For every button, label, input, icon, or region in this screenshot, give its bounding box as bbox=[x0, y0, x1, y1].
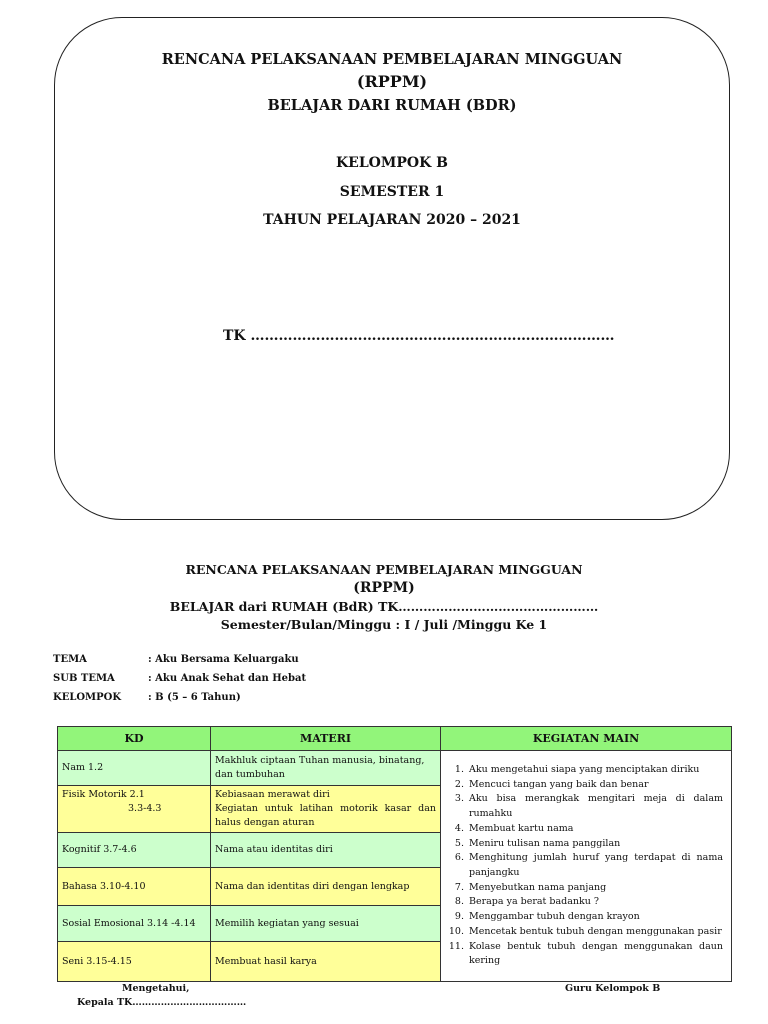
page-abbrev: (RPPM) bbox=[353, 580, 415, 596]
activity-list bbox=[447, 763, 723, 969]
header-kd: KD bbox=[58, 727, 211, 751]
list-item bbox=[447, 822, 723, 837]
item-number: 11. bbox=[448, 940, 464, 952]
header-kegiatan: KEGIATAN MAIN bbox=[441, 727, 732, 751]
item-text: Menghitung jumlah huruf yang terdapat di nama panjangku bbox=[469, 852, 723, 878]
item-number: 9. bbox=[454, 911, 464, 923]
cover-group: KELOMPOK B bbox=[336, 155, 448, 171]
materi-line: Kebiasaan merawat diri bbox=[215, 789, 330, 801]
list-item bbox=[447, 851, 723, 880]
kd-line: 3.3-4.3 bbox=[128, 802, 162, 814]
cover-semester: SEMESTER 1 bbox=[339, 184, 445, 200]
item-text: Meniru tulisan nama panggilan bbox=[469, 837, 621, 849]
meta-label: SUB TEMA bbox=[53, 673, 115, 684]
list-item bbox=[447, 925, 723, 940]
list-item bbox=[447, 895, 723, 910]
kd-cell: Sosial Emosional 3.14 -4.14 bbox=[58, 906, 211, 942]
item-text: Menggambar tubuh dengan krayon bbox=[469, 911, 640, 923]
materi-cell: Membuat hasil karya bbox=[211, 942, 441, 982]
item-number: 1. bbox=[454, 763, 464, 775]
meta-label: KELOMPOK bbox=[53, 692, 122, 703]
item-text: Mencetak bentuk tubuh dengan menggunakan pasir bbox=[469, 925, 722, 937]
item-text: Berapa ya berat badanku ? bbox=[469, 896, 599, 908]
item-number: 10. bbox=[448, 925, 464, 937]
list-item bbox=[447, 778, 723, 793]
signature-teacher: Guru Kelompok B bbox=[565, 983, 661, 994]
materi-line: Kegiatan untuk latihan motorik kasar dan halus dengan aturan bbox=[215, 803, 436, 828]
rppm-table bbox=[57, 726, 732, 982]
kd-cell bbox=[58, 786, 211, 833]
cover-year: TAHUN PELAJARAN 2020 – 2021 bbox=[263, 212, 521, 228]
kegiatan-cell bbox=[441, 751, 732, 982]
header-materi: MATERI bbox=[211, 727, 441, 751]
cover-abbrev: (RPPM) bbox=[356, 72, 428, 91]
item-text: Aku mengetahui siapa yang menciptakan diriku bbox=[469, 763, 700, 775]
page-bdr: BELAJAR dari RUMAH (BdR) TK………………………………………… bbox=[169, 599, 599, 614]
kd-line: Fisik Motorik 2.1 bbox=[62, 789, 145, 800]
item-text: Kolase bentuk tubuh dengan menggunakan daun kering bbox=[469, 940, 723, 967]
item-text: Aku bisa merangkak mengitari meja di dalam rumahku bbox=[469, 793, 723, 820]
item-number: 4. bbox=[454, 822, 464, 834]
item-text: Membuat kartu nama bbox=[469, 822, 574, 834]
materi-cell: Makhluk ciptaan Tuhan manusia, binatang, dan tumbuhan bbox=[211, 751, 441, 786]
cover-box bbox=[54, 17, 730, 520]
kd-cell: Nam 1.2 bbox=[58, 751, 211, 786]
kd-cell: Bahasa 3.10-4.10 bbox=[58, 868, 211, 906]
item-number: 7. bbox=[454, 881, 464, 893]
list-item bbox=[447, 837, 723, 852]
materi-cell bbox=[211, 786, 441, 833]
list-item bbox=[447, 792, 723, 821]
materi-cell: Nama atau identitas diri bbox=[211, 833, 441, 868]
page-period: Semester/Bulan/Minggu : I / Juli /Minggu Ke 1 bbox=[220, 617, 548, 632]
table-header-row bbox=[58, 727, 732, 751]
materi-cell: Memilih kegiatan yang sesuai bbox=[211, 906, 441, 942]
list-item bbox=[447, 940, 723, 969]
item-number: 8. bbox=[454, 896, 464, 908]
materi-cell: Nama dan identitas diri dengan lengkap bbox=[211, 868, 441, 906]
kd-cell: Seni 3.15-4.15 bbox=[58, 942, 211, 982]
table-row bbox=[58, 751, 732, 786]
meta-value: : B (5 – 6 Tahun) bbox=[148, 692, 241, 703]
meta-value: : Aku Bersama Keluargaku bbox=[148, 654, 299, 665]
item-number: 5. bbox=[454, 837, 464, 849]
list-item bbox=[447, 910, 723, 925]
meta-value: : Aku Anak Sehat dan Hebat bbox=[148, 673, 307, 684]
item-number: 2. bbox=[454, 778, 464, 790]
cover-title: RENCANA PELAKSANAAN PEMBELAJARAN MINGGUAN bbox=[161, 51, 623, 68]
meta-label: TEMA bbox=[53, 654, 87, 665]
signature-principal: Kepala TK……………………………… bbox=[77, 997, 247, 1008]
cover-subtitle: BELAJAR DARI RUMAH (BDR) bbox=[267, 97, 517, 114]
item-text: Mencuci tangan yang baik dan benar bbox=[469, 778, 649, 790]
cover-school: TK …………………………………………………………………… bbox=[223, 328, 615, 344]
item-number: 3. bbox=[454, 793, 464, 805]
item-number: 6. bbox=[454, 852, 464, 864]
kd-cell: Kognitif 3.7-4.6 bbox=[58, 833, 211, 868]
page-title: RENCANA PELAKSANAAN PEMBELAJARAN MINGGUAN bbox=[185, 562, 583, 577]
list-item bbox=[447, 881, 723, 896]
item-text: Menyebutkan nama panjang bbox=[469, 881, 607, 893]
signature-know: Mengetahui, bbox=[122, 983, 190, 994]
list-item bbox=[447, 763, 723, 778]
